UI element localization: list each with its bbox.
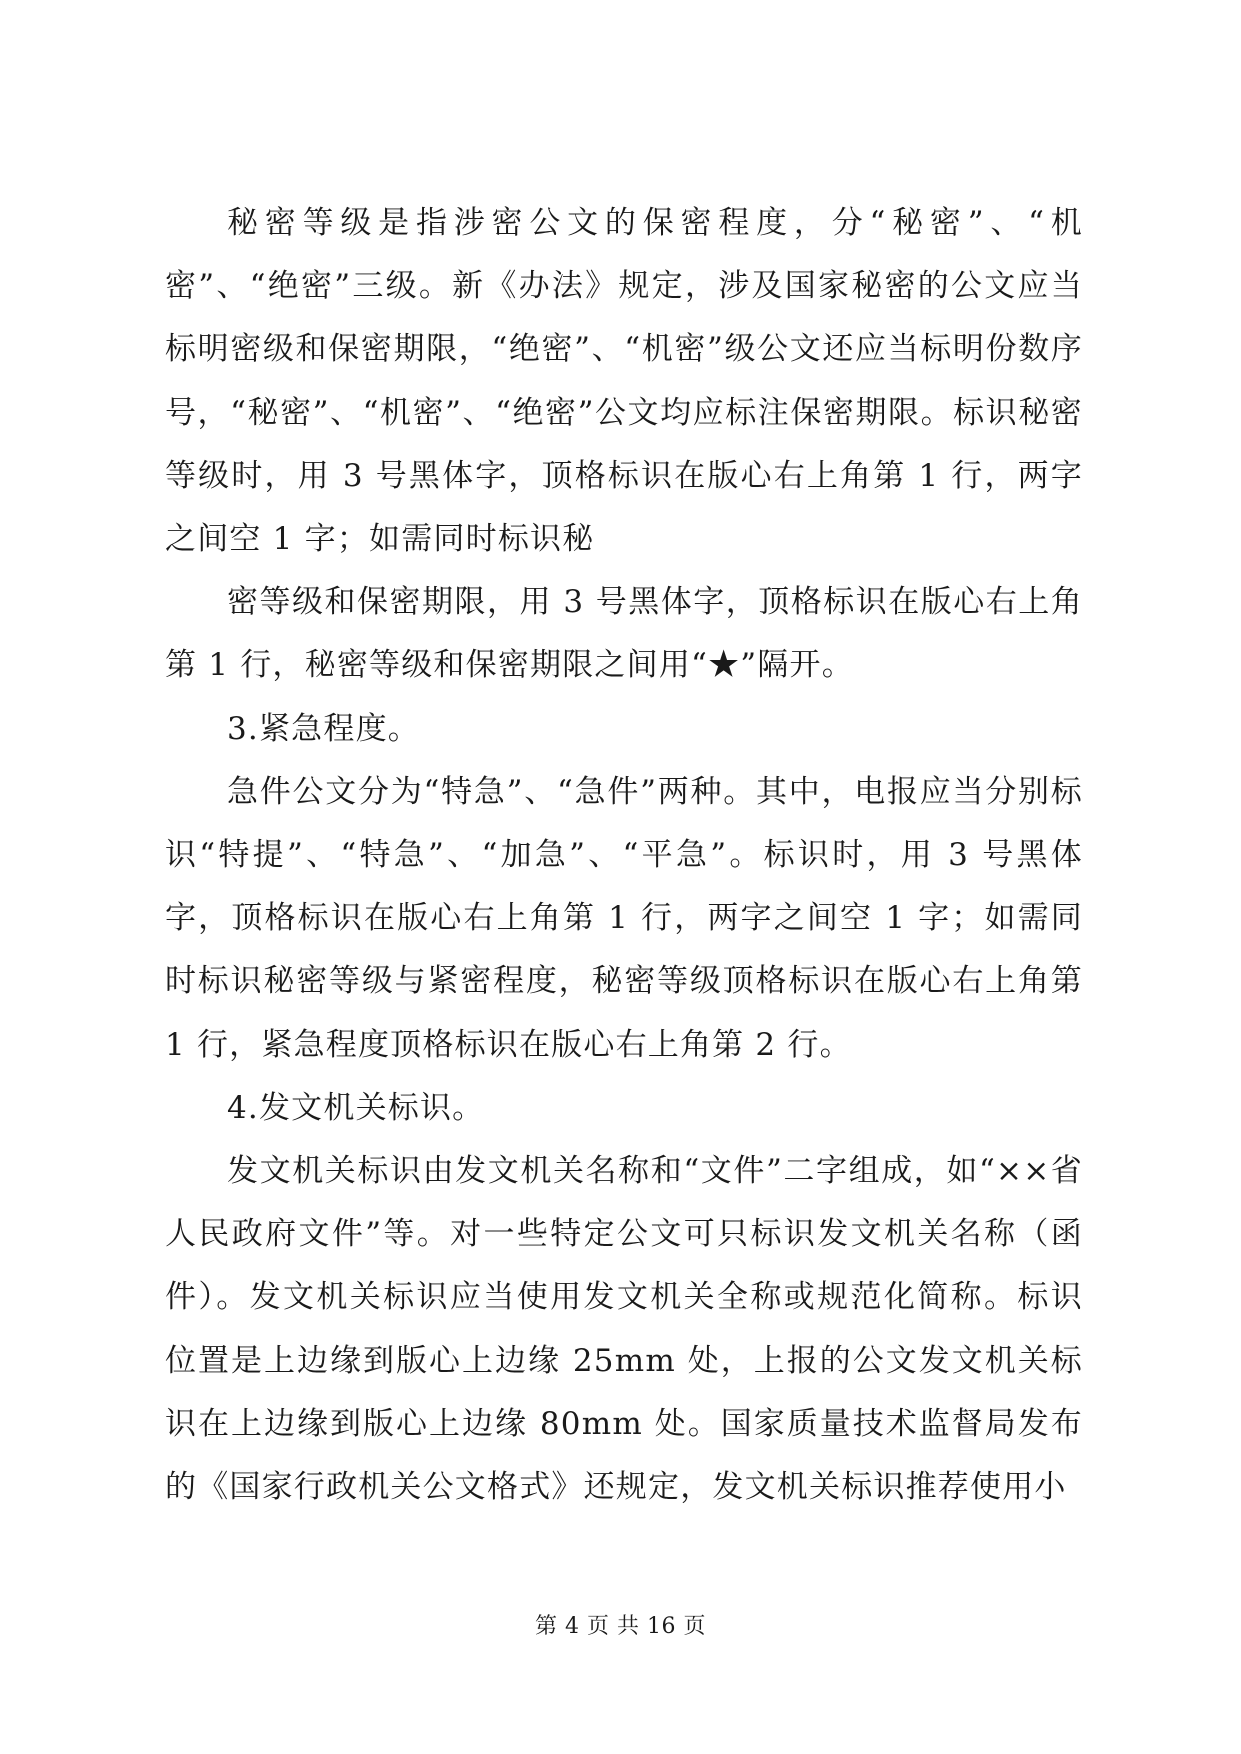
paragraph-issuer-mark: 发文机关标识由发文机关名称和“文件”二字组成，如“××省人民政府文件”等。对一些特定公文可只标识发文机关名称（函件）。发文机关标识应当使用发文机关全称或规范化简称。标识位置是上边缘到版心上边缘 25mm 处，上报的公文发文机关标识在上边缘到版心上边缘 80mm 处。国家质量技术监督局发布的《国家行政机关公文格式》还规定，发文机关标识推荐使用小: [165, 1153, 1083, 1506]
paragraph-secrecy-level: 秘密等级是指涉密公文的保密程度，分“秘密”、“机密”、“绝密”三级。新《办法》规定，涉及国家秘密的公文应当标明密级和保密期限，“绝密”、“机密”级公文还应当标明份数序号，“秘密”、“机密”、“绝密”公文均应标注保密期限。标识秘密等级时，用 3 号黑体字，顶格标识在版心右上角第 1 行，两字之间空 1 字；如需同时标识秘: [165, 205, 1083, 558]
section-heading-issuer-mark: 4.发文机关标识。: [227, 1089, 485, 1126]
page-number-footer: 第 4 页 共 16 页: [535, 1614, 706, 1639]
paragraph-urgency: 急件公文分为“特急”、“急件”两种。其中，电报应当分别标识“特提”、“特急”、“加急”、“平急”。标识时，用 3 号黑体字，顶格标识在版心右上角第 1 行，两字之间空 1 字；如需同时标识秘密等级与紧密程度，秘密等级顶格标识在版心右上角第 1 行，紧急程度顶格标识在版心右上角第 2 行。: [165, 773, 1095, 1063]
document-body: [165, 192, 1095, 1519]
section-heading-urgency: 3.紧急程度。: [227, 710, 420, 747]
paragraph-secrecy-period: 密等级和保密期限，用 3 号黑体字，顶格标识在版心右上角第 1 行，秘密等级和保密期限之间用“★”隔开。: [165, 584, 1083, 684]
